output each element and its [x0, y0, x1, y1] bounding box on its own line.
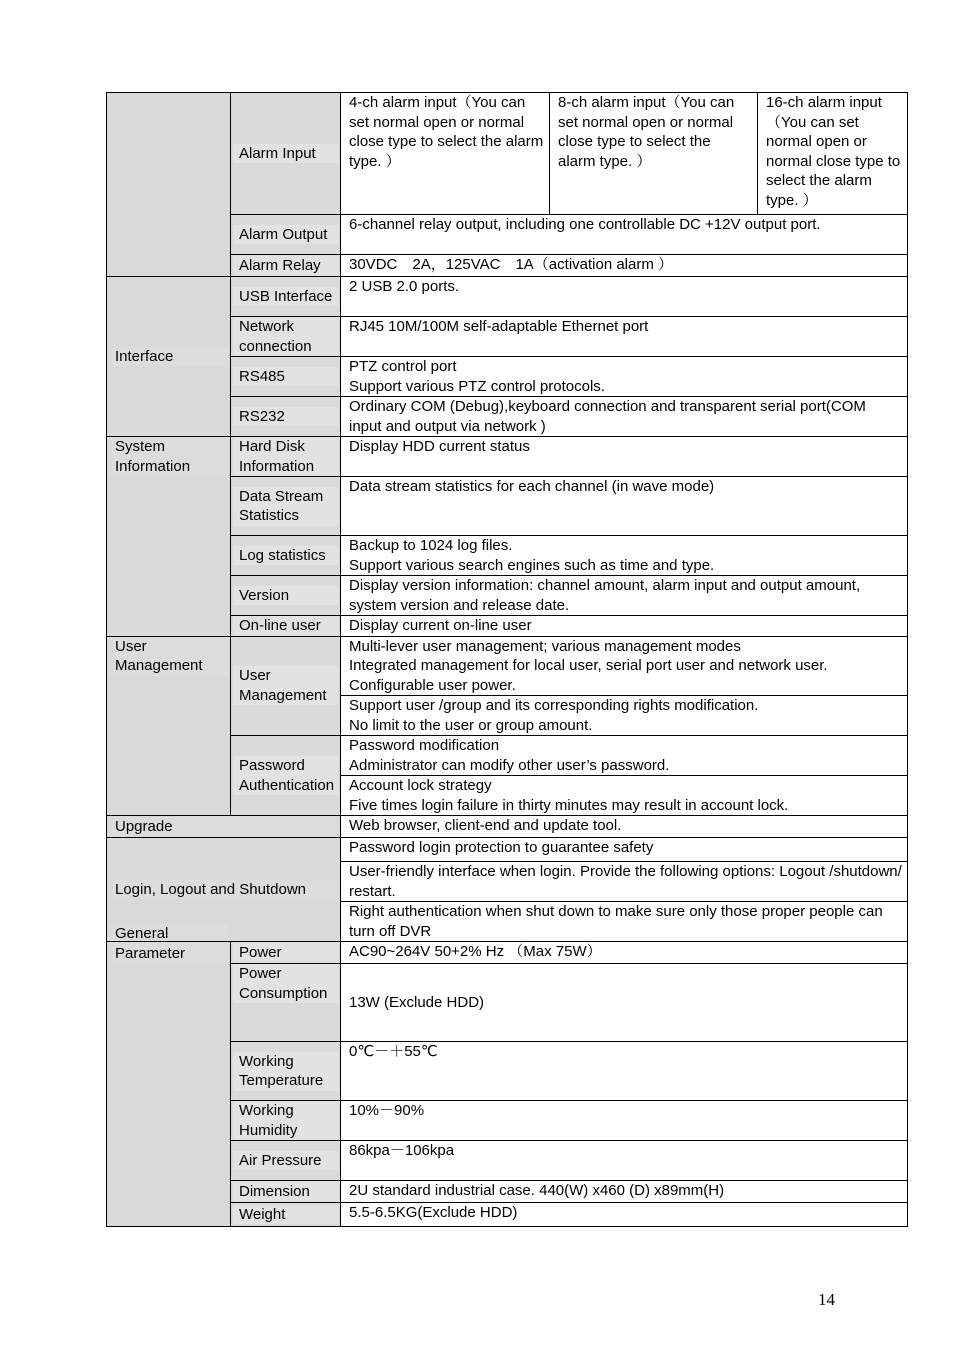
category-login: Login, Logout and Shutdown [107, 838, 341, 942]
desc-alarm-input-16ch: 16-ch alarm input（You can set normal open or normal close type to select the alarm type. ） [758, 93, 908, 215]
desc-alarm-output: 6-channel relay output, including one controllable DC +12V output port. [341, 215, 908, 255]
category-user-management: User Management [107, 636, 231, 816]
label-user-management: User Management [231, 636, 341, 736]
desc-rs232: Ordinary COM (Debug),keyboard connection and transparent serial port(COM input and output via network ) [341, 397, 908, 437]
label-version: Version [231, 576, 341, 616]
desc-login-2: User-friendly interface when login. Provide the following options: Logout /shutdown/ restart. [341, 862, 908, 902]
category-interface: Interface [107, 277, 231, 437]
category-alarm [107, 93, 231, 277]
label-dimension: Dimension [231, 1181, 341, 1203]
desc-dimension: 2U standard industrial case. 440(W) x460 (D) x89mm(H) [341, 1181, 908, 1203]
desc-version: Display version information: channel amount, alarm input and output amount, system version and release date. [341, 576, 908, 616]
desc-humidity: 10%－90% [341, 1101, 908, 1141]
label-alarm-output: Alarm Output [231, 215, 341, 255]
desc-pressure: 86kpa－106kpa [341, 1141, 908, 1181]
row-usb [107, 277, 908, 317]
label-hdd: Hard Disk Information [231, 437, 341, 477]
desc-log: Backup to 1024 log files. Support various search engines such as time and type. [341, 536, 908, 576]
desc-stream: Data stream statistics for each channel (in wave mode) [341, 477, 908, 536]
page-number: 14 [818, 1290, 835, 1309]
label-alarm-relay: Alarm Relay [231, 255, 341, 277]
desc-temperature: 0℃－＋55℃ [341, 1042, 908, 1101]
desc-upgrade: Web browser, client-end and update tool. [341, 816, 908, 838]
desc-user-a: Multi-lever user management; various management modes Integrated management for local user, serial port user and network user. Configurable user power. [341, 636, 908, 696]
category-system-info: System Information [107, 437, 231, 637]
label-humidity: Working Humidity [231, 1101, 341, 1141]
desc-weight: 5.5-6.5KG(Exclude HDD) [341, 1203, 908, 1227]
row-user-a [107, 636, 908, 696]
row-login-1 [107, 838, 908, 862]
label-consumption: Power Consumption [231, 964, 341, 1042]
category-general: General Parameter [107, 942, 231, 1227]
desc-login-3: Right authentication when shut down to make sure only those proper people can turn off DVR [341, 902, 908, 942]
category-upgrade: Upgrade [107, 816, 341, 838]
desc-alarm-input-4ch: 4-ch alarm input（You can set normal open or normal close type to select the alarm type. ） [341, 93, 550, 215]
desc-online: Display current on-line user [341, 616, 908, 637]
desc-hdd: Display HDD current status [341, 437, 908, 477]
desc-rs485: PTZ control port Support various PTZ control protocols. [341, 357, 908, 397]
label-temperature: Working Temperature [231, 1042, 341, 1101]
spec-table [106, 92, 908, 1227]
row-power [107, 942, 908, 964]
desc-network: RJ45 10M/100M self-adaptable Ethernet port [341, 317, 908, 357]
desc-user-b: Support user /group and its corresponding rights modification. No limit to the user or group amount. [341, 696, 908, 736]
desc-alarm-relay: 30VDC 2A，125VAC 1A（activation alarm ） [341, 255, 908, 277]
desc-password-b: Account lock strategy Five times login failure in thirty minutes may result in account lock. [341, 776, 908, 816]
label-password-auth: Password Authentication [231, 736, 341, 816]
desc-power: AC90~264V 50+2% Hz （Max 75W） [341, 942, 908, 964]
label-log: Log statistics [231, 536, 341, 576]
row-hdd [107, 437, 908, 477]
label-network: Network connection [231, 317, 341, 357]
desc-login-1: Password login protection to guarantee safety [341, 838, 908, 862]
label-usb: USB Interface [231, 277, 341, 317]
desc-password-a: Password modification Administrator can modify other user’s password. [341, 736, 908, 776]
desc-alarm-input-8ch: 8-ch alarm input（You can set normal open or normal close type to select the alarm type. ） [550, 93, 758, 215]
label-power: Power [231, 942, 341, 964]
label-online: On-line user [231, 616, 341, 637]
label-rs485: RS485 [231, 357, 341, 397]
desc-consumption: 13W (Exclude HDD) [341, 964, 908, 1042]
label-weight: Weight [231, 1203, 341, 1227]
desc-usb: 2 USB 2.0 ports. [341, 277, 908, 317]
label-rs232: RS232 [231, 397, 341, 437]
label-alarm-input: Alarm Input [231, 93, 341, 215]
row-alarm-input [107, 93, 908, 215]
label-stream: Data Stream Statistics [231, 477, 341, 536]
label-pressure: Air Pressure [231, 1141, 341, 1181]
row-upgrade [107, 816, 908, 838]
